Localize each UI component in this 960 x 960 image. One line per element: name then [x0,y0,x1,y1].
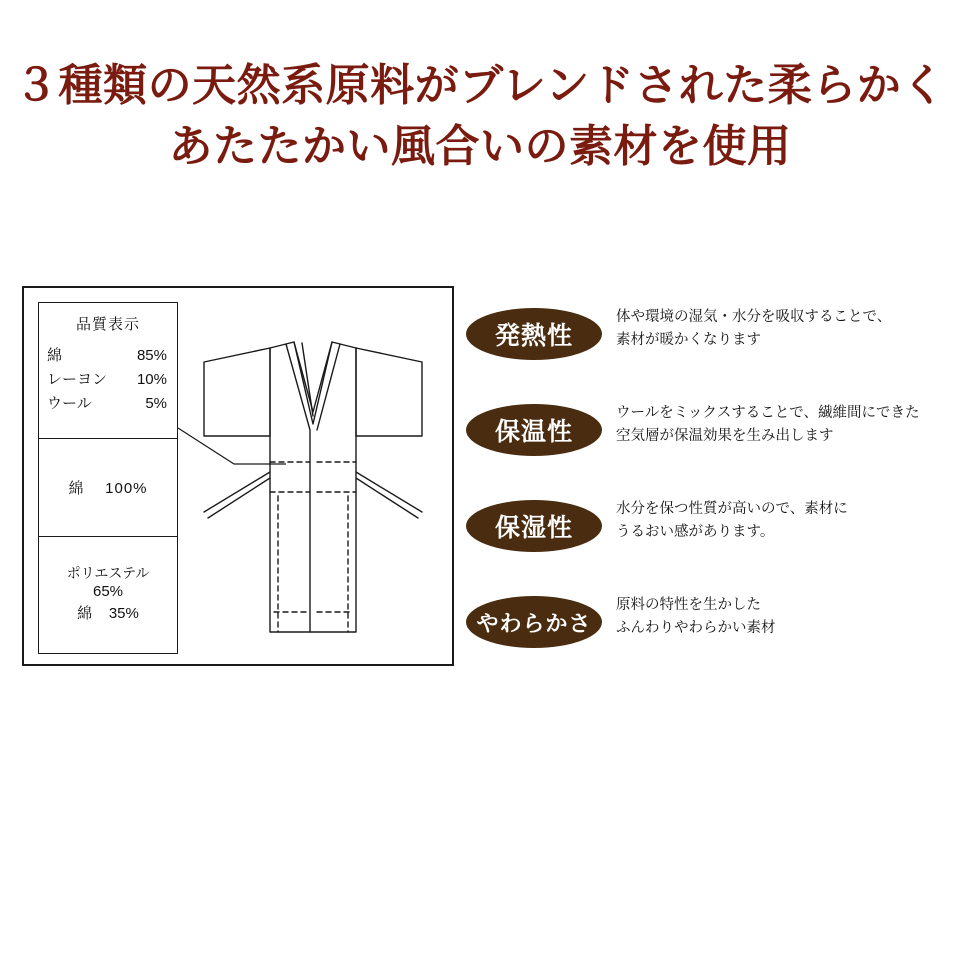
fiber-percent: 100% [105,480,148,497]
table-row [77,603,139,625]
care-label-table [38,302,178,654]
fiber-name: 綿 [77,605,93,623]
feature-description [616,594,946,641]
fiber-percent: 5% [145,394,167,412]
garment-icon [174,296,450,660]
status-badge: 保湿性 [466,500,602,552]
page-title-line-2: あたたかい風合いの素材を使用 [168,121,792,171]
care-label-title: 品質表示 [75,316,140,333]
status-badge: 発熱性 [466,308,602,360]
table-row [45,392,171,416]
feature-description-line: うるおい感があります。 [616,524,775,541]
fiber-name: ポリエステル [66,565,150,581]
fiber-percent: 85% [136,347,167,364]
fiber-percent: 65% [92,582,124,600]
fiber-percent: 35% [108,605,139,623]
feature-description-line: 原料の特性を生かした [616,597,761,613]
care-label-section-polyester [39,537,177,653]
fiber-name: 綿 [68,480,85,497]
list-item [466,396,946,492]
garment-illustration [174,296,450,660]
feature-description-line: 水分を保つ性質が高いので、素材に [616,501,848,517]
feature-description [616,402,946,449]
feature-description [616,306,946,353]
feature-description-line: ふんわりやわらかい素材 [616,620,776,637]
feature-description-line: 素材が暖かくなります [616,332,761,349]
list-item [466,492,946,588]
list-item [466,588,946,684]
fiber-name: レーヨン [47,370,108,388]
page-title [0,56,960,177]
care-label-section-cotton [39,439,177,537]
care-label-section-blend [39,303,177,439]
fiber-percent: 10% [136,370,167,388]
status-badge: 保温性 [466,404,602,456]
status-badge: やわらかさ [466,596,602,648]
table-row [45,368,171,392]
feature-description-line: 体や環境の湿気・水分を吸収することで、 [616,309,892,325]
feature-list [466,300,946,684]
list-item [466,300,946,396]
page-title-line-1: ３種類の天然系原料がブレンドされた柔らかく [14,61,946,110]
table-row [68,477,147,498]
feature-description [616,498,946,545]
fiber-name: 綿 [47,347,63,364]
feature-description-line: ウールをミックスすることで、繊維間にできた [616,405,920,421]
table-row [45,344,171,368]
feature-description-line: 空気層が保温効果を生み出します [616,428,834,445]
fiber-name: ウール [47,394,92,412]
product-illustration-panel [22,286,454,666]
